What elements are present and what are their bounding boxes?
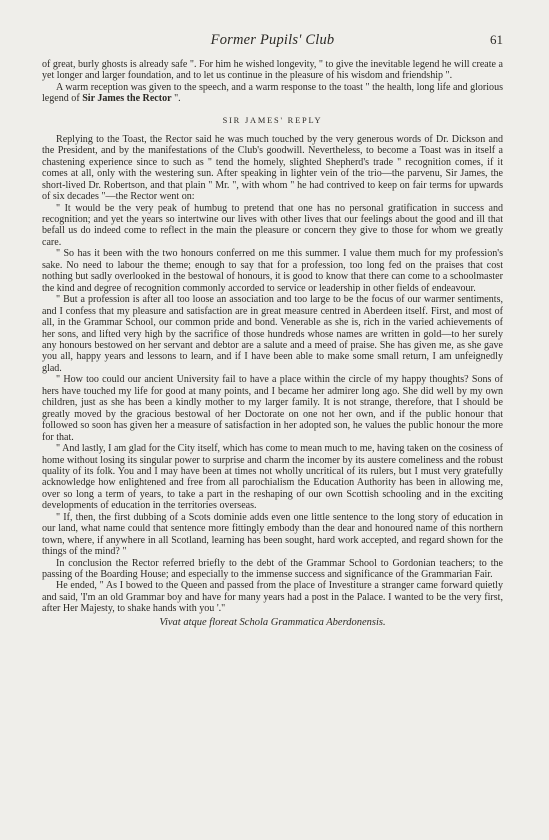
paragraph: of great, burly ghosts is already safe ". For him he wished longevity, " to give the inevitable legend he will create a yet longer and larger foundation, and to let us continue in the pleasure of his wisdom and friendship ". <box>42 59 503 82</box>
page-number: 61 <box>490 32 503 47</box>
section-heading: SIR JAMES' REPLY <box>222 115 323 125</box>
paragraph: He ended, " As I bowed to the Queen and passed from the place of Investiture a stranger came forward quietly and said, 'I'm an old Grammar boy and have for many years had a post in the Palace. I wanted to be the very first, after Her Majesty, to shake hands with you '." <box>42 580 503 615</box>
paragraph: " So has it been with the two honours conferred on me this summer. I value them much for my profession's sake. No need to labour the theme; enough to say that for a profession, too long fed on the praises that cost nothing but sadly overlooked in the bestowal of honours, it is good to know that there can come to a schoolmaster the kind and degree of recognition commonly accorded to service or leadership in other fields of endeavour. <box>42 248 503 294</box>
paragraph: " But a profession is after all too loose an association and too large to be the focus of our warmer sentiments, and I confess that my pleasure and satisfaction are in great measure centred in Aberdeen itself. First, and most of all, in the Grammar School, our common pride and bond. Venerable as she is, rich in the varied achievements of her sons, and lifted very high by the sacrifice of those hundreds whose names are written in gold—to her surely any honours bestowed on her servant and debtor are a salute and a meed of praise. She has given me, as she gave you all, happy years and lessons to learn, and if I have been able to make some small return, I am unfeignedly glad. <box>42 294 503 374</box>
body-text <box>42 59 503 628</box>
running-title: Former Pupils' Club <box>210 32 335 48</box>
paragraph: " And lastly, I am glad for the City itself, which has come to mean much to me, having taken on the cosiness of home without losing its singular power to surprise and charm the incomer by its austere comeliness and the robust quality of its folk. You and I may have been at times not wholly uncritical of its rulers, but I must very gratefully acknowledge how enlightened and free from all parochialism the Education Authority has been in allowing me, over so long a term of years, to take a part in the reshaping of our own Scottish schooling and in the exciting developments of education in the territories overseas. <box>42 443 503 512</box>
paragraph: " If, then, the first dubbing of a Scots dominie adds even one little sentence to the long story of education in our land, what name could that sentence more fittingly embody than the dear and honoured name of this northern town, where, if anywhere in all Scotland, learning has been sought, hard work accepted, and regard shown for the things of the mind? " <box>42 511 503 558</box>
bold-phrase: Sir James the Rector <box>82 93 172 105</box>
paragraph: In conclusion the Rector referred briefly to the debt of the Grammar School to Gordonian teachers; to the passing of the Boarding House; and especially to the immense success and significance of the Grammarian Fair. <box>42 557 503 581</box>
page-header <box>42 32 503 54</box>
paragraph: " It would be the very peak of humbug to pretend that one has no personal gratification in success and recognition; and yet the years so intertwine our lives with other lives that our feelings about the good and ill that befall us do indeed come to reflect in the main the pleasure or concern they give to those for whom we greatly care. <box>42 202 503 248</box>
paragraph: " How too could our ancient University fail to have a place within the circle of my happy thoughts? Sons of hers have touched my life for good at many points, and I became her admirer long ago. She did well by my own children, just as she has been a kindly mother to my larger family. It is not strange, therefore, that I should be greatly moved by the gracious bestowal of her Doctorate on one not her own, and if the public honour that followed so soon has given her a measure of satisfaction in her adopted son, he values the public honour the more for that. <box>42 374 503 443</box>
paragraph: Replying to the Toast, the Rector said he was much touched by the very generous words of Dr. Dickson and the President, and by the manifestations of the Club's goodwill. Nevertheless, to become a Toast was in itself a chastening experience since to such as " tend the homely, slighted Shepherd's trade " recognition comes, if it comes at all, only with the westering sun. After speaking in lighter vein of the trio—the parvenu, Sir James, the short-lived Dr. Robertson, and that plain " Mr. ", with whom " he had contrived to keep on fair terms for upwards of six decades "—the Rector went on: <box>42 133 503 203</box>
school-motto: Vivat atque floreat Schola Grammatica Aberdonensis. <box>159 616 386 628</box>
paragraph-toast: A warm reception was given to the speech, and a warm response to the toast " the health, long life and glorious legend of Sir James the Rector ". <box>42 81 503 105</box>
